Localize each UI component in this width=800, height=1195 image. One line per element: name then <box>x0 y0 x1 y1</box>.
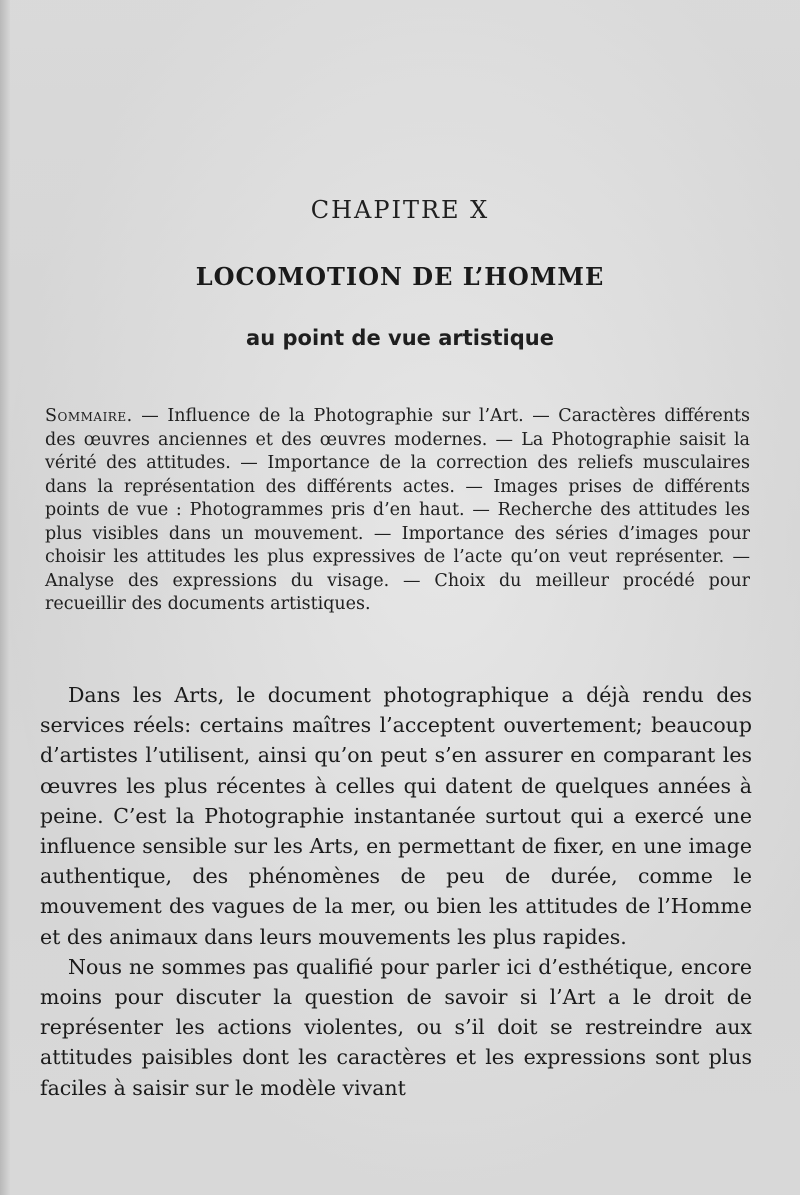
summary-text: — Influence de la Photographie sur l’Art. — Caractères différents des œuvres anciennes et des œuvres modernes. — La Photographie saisit la vérité des attitudes. — Importance de la correction des reliefs musculaires dans la représentation des différents actes. — Images prises de différents points de vue : Photogrammes pris d’en haut. — Recherche des attitudes les plus visibles dans un mouvement. — Importance des séries d’images pour choisir les attitudes les plus expressives de l’acte qu’on veut représenter. — Analyse des expressions du visage. — Choix du meilleur procédé pour recueillir des documents artistiques. <box>45 406 750 614</box>
chapter-summary <box>45 405 750 617</box>
body-text <box>40 680 752 1103</box>
chapter-subtitle: au point de vue artistique <box>246 326 554 350</box>
chapter-title: LOCOMOTION DE L’HOMME <box>195 262 605 291</box>
paragraph: Nous ne sommes pas qualifié pour parler ici d’esthétique, encore moins pour discuter la question de savoir si l’Art a le droit de représenter les actions violentes, ou s’il doit se restreindre aux attitudes paisibles dont les caractères et les expressions sont plus faciles à saisir sur le modèle vivant <box>40 954 752 1100</box>
chapter-number: CHAPITRE X <box>310 196 490 224</box>
summary-label: Sommaire. <box>45 406 133 426</box>
paragraph: Dans les Arts, le document photographique a déjà rendu des services réels: certains maîtres l’acceptent ouvertement; beaucoup d’artistes l’utilisent, ainsi qu’on peut s’en assurer en comparant les œuvres les plus récentes à celles qui datent de quelques années à peine. C’est la Photographie instantanée surtout qui a exercé une influence sensible sur les Arts, en permettant de fixer, en une image authentique, des phénomènes de peu de durée, comme le mouvement des vagues de la mer, ou bien les attitudes de l’Homme et des animaux dans leurs mouvements les plus rapides. <box>40 683 752 949</box>
page-binding-edge <box>0 0 10 1195</box>
